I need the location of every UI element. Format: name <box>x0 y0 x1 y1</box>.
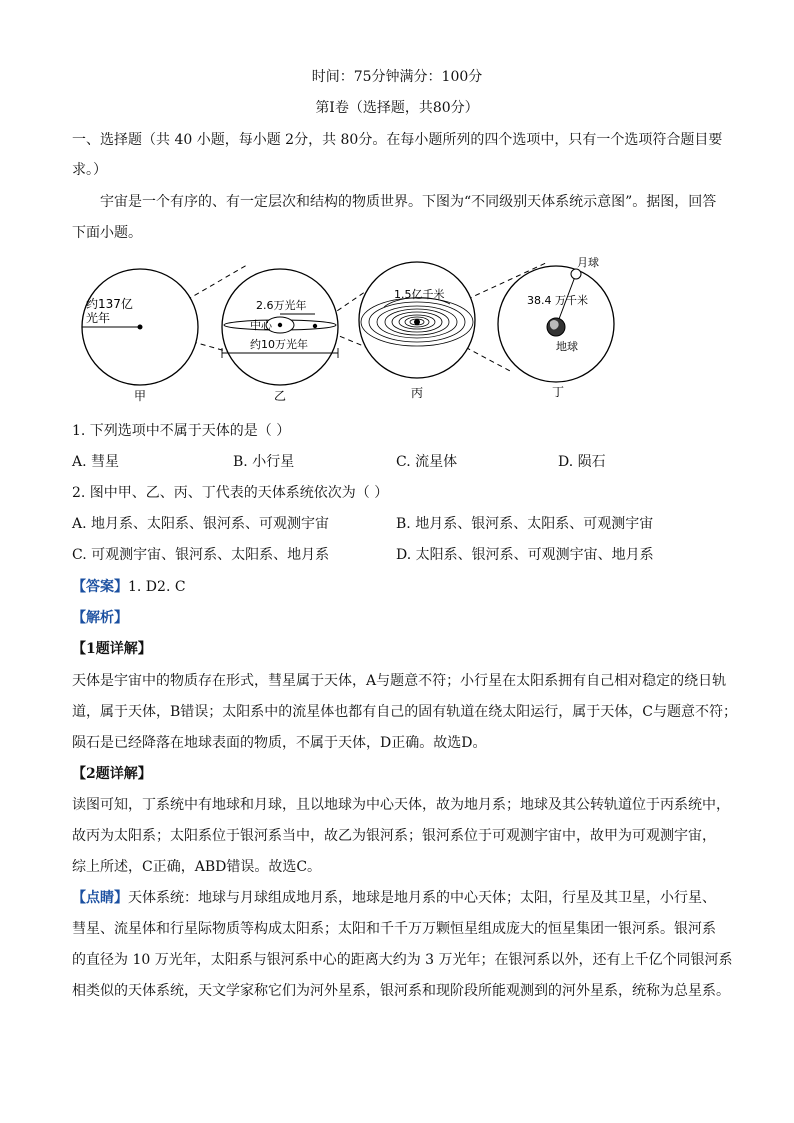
detail-2-line: 读图可知，丁系统中有地球和月球，且以地球为中心天体，故为地月系；地球及其公转轨道位于丙系统中， <box>72 797 730 813</box>
circle-d-text-moon: 月球 <box>577 256 599 269</box>
section-instruction-cont: 求。） <box>72 162 107 178</box>
question-2-option-a: A. 地月系、太阳系、银河系、可观测宇宙 <box>72 516 330 532</box>
material-text-cont: 下面小题。 <box>72 225 142 241</box>
circle-d-label: 丁 <box>552 385 565 399</box>
question-2-stem: 2. 图中甲、乙、丙、丁代表的天体系统依次为（ ） <box>72 485 389 501</box>
answer-block <box>72 577 732 597</box>
circle-a-text-1: 约137亿 <box>86 297 133 311</box>
detail-1-label: 【1题详解】 <box>72 641 152 657</box>
circle-b-text-bottom: 约10万光年 <box>250 338 308 351</box>
circle-a-label: 甲 <box>134 389 147 403</box>
circle-a-text-2: 光年 <box>86 311 111 325</box>
circle-galaxy <box>222 269 338 403</box>
circle-d-text-distance: 38.4 万千米 <box>527 294 588 307</box>
detail-1-line: 道，属于天体，B错误；太阳系中的流星体也都有自己的固有轨道在绕太阳运行，属于天体，C与题意不符； <box>72 704 737 720</box>
question-1-option-a: A. 彗星 <box>72 454 120 470</box>
detail-2-line: 故丙为太阳系；太阳系位于银河系当中，故乙为银河系；银河系位于可观测宇宙中，故甲为可观测宇宙， <box>72 828 716 844</box>
question-1-option-b: B. 小行星 <box>233 454 295 470</box>
detail-2-line: 综上所述，C正确，ABD错误。故选C。 <box>72 859 322 875</box>
material-text: 宇宙是一个有序的、有一定层次和结构的物质世界。下图为“不同级别天体系统示意图”。据图，回答 <box>100 194 717 210</box>
tip-label: 【点睛】 <box>72 890 128 906</box>
question-2-option-c: C. 可观测宇宙、银河系、太阳系、地月系 <box>72 547 330 563</box>
circle-earth-moon-system <box>498 255 614 399</box>
circle-b-text-top: 2.6万光年 <box>256 299 307 312</box>
celestial-systems-figure <box>72 252 632 404</box>
detail-1-line: 陨石是已经降落在地球表面的物质，不属于天体，D正确。故选D。 <box>72 735 487 751</box>
question-1-option-d: D. 陨石 <box>558 454 606 470</box>
tip-block <box>72 888 732 908</box>
tip-line: 相类似的天体系统，天文学家称它们为河外星系，银河系和现阶段所能观测到的河外星系，统称为总星系。 <box>72 983 730 999</box>
circle-d-text-earth: 地球 <box>556 340 578 353</box>
circle-c-text-top: 1.5亿千米 <box>394 288 445 301</box>
section-instruction: 一、选择题（共 40 小题，每小题 2分，共 80分。在每小题所列的四个选项中，只有一个选项符合题目要 <box>72 132 723 148</box>
volume-title: 第Ⅰ卷（选择题，共80分） <box>315 100 479 116</box>
circle-b-text-center: 中心 <box>250 319 272 332</box>
question-1-option-c: C. 流星体 <box>396 454 458 470</box>
circle-solar-system <box>359 262 475 400</box>
detail-2-label: 【2题详解】 <box>72 766 152 782</box>
circle-b-label: 乙 <box>274 389 287 403</box>
question-1-stem: 1. 下列选项中不属于天体的是（ ） <box>72 423 291 439</box>
circle-c-label: 丙 <box>411 386 424 400</box>
question-2-option-b: B. 地月系、银河系、太阳系、可观测宇宙 <box>396 516 654 532</box>
tip-line: 的直径为 10 万光年，太阳系与银河系中心的距离大约为 3 万光年；在银河系以外，还有上千亿个同银河系 <box>72 952 733 968</box>
time-score: 时间：75分钟满分：100分 <box>311 69 483 85</box>
detail-1-line: 天体是宇宙中的物质存在形式，彗星属于天体，A与题意不符；小行星在太阳系拥有自己相对稳定的绕日轨 <box>72 673 727 689</box>
analysis-label: 【解析】 <box>72 610 128 626</box>
answer-text: 1. D2. C <box>128 579 186 595</box>
question-2-option-d: D. 太阳系、银河系、可观测宇宙、地月系 <box>396 547 654 563</box>
tip-first-line: 天体系统：地球与月球组成地月系，地球是地月系的中心天体；太阳，行星及其卫星，小行星、 <box>128 890 716 906</box>
answer-label: 【答案】 <box>72 579 128 595</box>
tip-line: 彗星、流星体和行星际物质等构成太阳系；太阳和千千万万颗恒星组成庞大的恒星集团一银河系。银河系 <box>72 921 716 937</box>
circle-observable-universe <box>82 269 198 403</box>
